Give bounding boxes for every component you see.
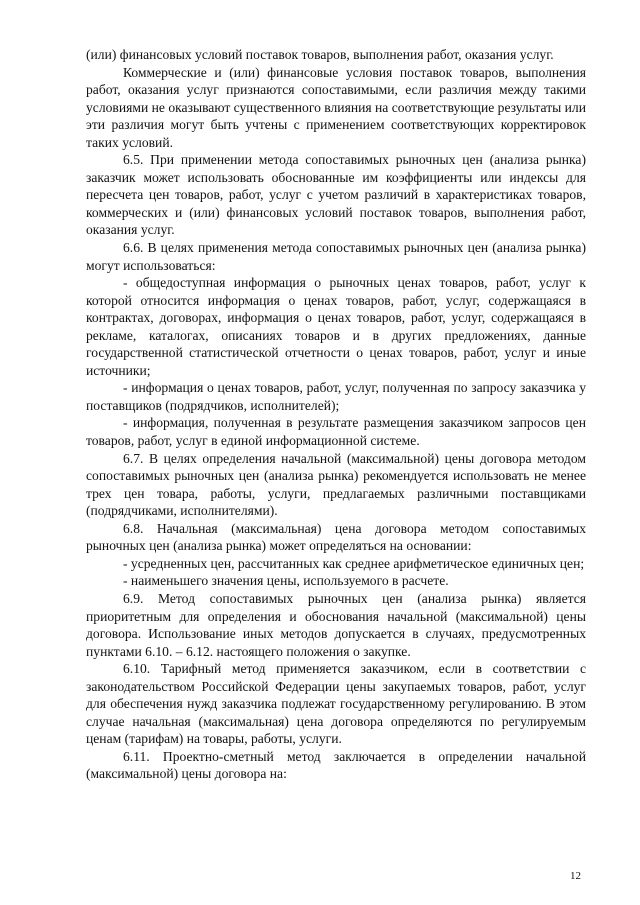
list-item: - общедоступная информация о рыночных ценах товаров, работ, услуг к которой относится информация о ценах товаров, работ, услуг, содержащаяся в контрактах, договорах, информация о ценах товаров, работ, услуг, содержащаяся в рекламе, каталогах, описаниях товаров и в других предложениях, данные государственной статистической отчетности о ценах товаров, работ, услуг и иные источники; (86, 275, 586, 378)
list-item: - информация, полученная в результате размещения заказчиком запросов цен товаров, работ, услуг в единой информационной системе. (86, 415, 586, 449)
paragraph: 6.9. Метод сопоставимых рыночных цен (анализа рынка) является приоритетным для определения и обоснования начальной (максимальной) цены договора. Использование иных методов допускается в случаях, предусмотренных пунктами 6.10. – 6.12. настоящего положения о закупке. (86, 590, 586, 659)
list-item: - наименьшего значения цены, используемого в расчете. (123, 573, 449, 589)
paragraph: 6.5. При применении метода сопоставимых рыночных цен (анализа рынка) заказчик может использовать обоснованные им коэффициенты или индексы для пересчета цен товаров, работ, услуг с учетом различий в характеристиках товаров, коммерческих и (или) финансовых условий поставок товаров, выполнения работ, оказания услуг. (86, 152, 586, 238)
page-number: 12 (570, 870, 581, 882)
paragraph: 6.6. В целях применения метода сопоставимых рыночных цен (анализа рынка) могут использоваться: (86, 240, 586, 273)
list-item: - информация о ценах товаров, работ, услуг, полученная по запросу заказчика у поставщиков (подрядчиков, исполнителей); (86, 380, 586, 413)
paragraph: 6.7. В целях определения начальной (максимальной) цены договора методом сопоставимых рыночных цен (анализа рынка) рекомендуется использовать не менее трех цен товара, работы, услуги, предлагаемых различными поставщиками (подрядчиками, исполнителями). (86, 450, 586, 519)
list-item: - усредненных цен, рассчитанных как среднее арифметическое единичных цен; (123, 555, 585, 571)
page-body-text (86, 46, 586, 783)
paragraph: Коммерческие и (или) финансовые условия поставок товаров, выполнения работ, оказания услуг признаются сопоставимыми, если различия между такими условиями не оказывают существенного влияния на соответствующие результаты или эти различия могут быть учтены с применением соответствующих корректировок таких условий. (86, 64, 586, 150)
paragraph: (или) финансовых условий поставок товаров, выполнения работ, оказания услуг. (86, 47, 554, 62)
paragraph: 6.8. Начальная (максимальная) цена договора методом сопоставимых рыночных цен (анализа рынка) может определяться на основании: (86, 520, 586, 554)
paragraph: 6.10. Тарифный метод применяется заказчиком, если в соответствии с законодательством Российской Федерации цены закупаемых товаров, работ, услуг для обеспечения нужд заказчика подлежат государственному регулированию. В этом случае начальная (максимальная) цена договора определяются по регулируемым ценам (тарифам) на товары, работы, услуги. (86, 661, 586, 747)
paragraph: 6.11. Проектно-сметный метод заключается в определении начальной (максимальной) цены договора на: (86, 748, 586, 782)
